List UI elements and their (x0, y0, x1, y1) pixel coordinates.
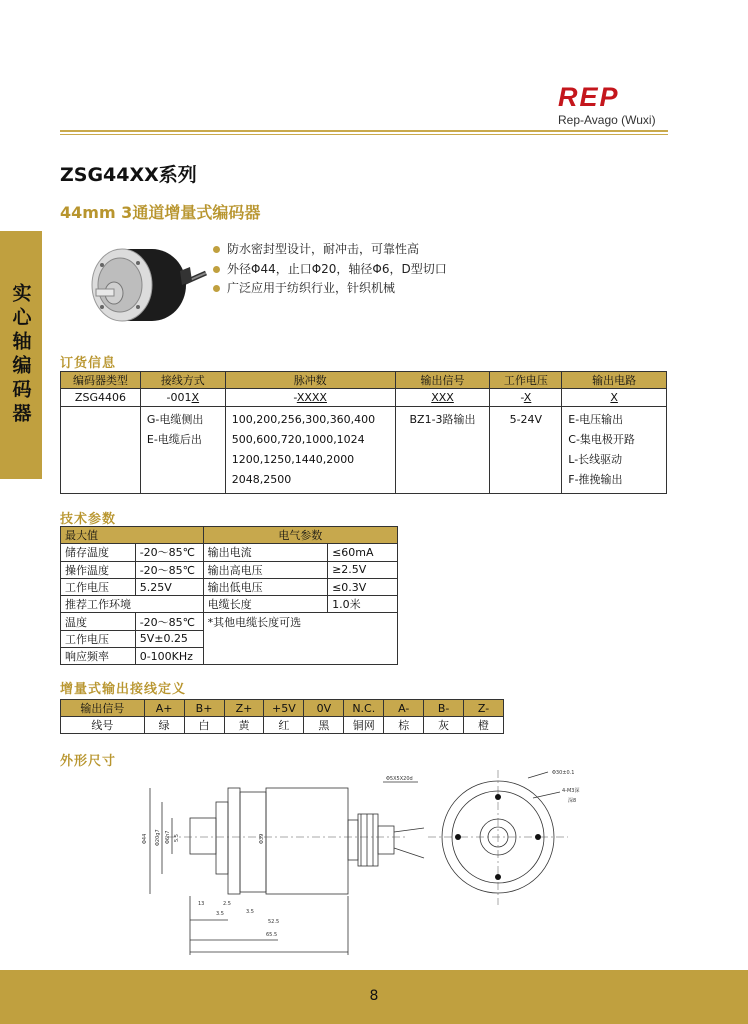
dim-label-phi39: Φ39 (259, 833, 265, 844)
order-header-cell: 脉冲数 (225, 372, 395, 389)
header-rule-top (60, 130, 668, 132)
series-title: ZSG44XX系列 (60, 164, 197, 186)
order-code-cell: -XXXX (225, 389, 395, 407)
wiring-table (60, 699, 504, 734)
dim-label-m3: 4-M3深 (562, 788, 580, 794)
series-subtitle: 44mm 3通道增量式编码器 (60, 203, 261, 222)
order-code-cell: -X (490, 389, 562, 407)
page-number: 8 (369, 988, 379, 1004)
order-empty-cell (61, 407, 141, 494)
category-label: 实心轴编码器 (9, 283, 32, 427)
order-header-cell: 接线方式 (140, 372, 225, 389)
dim-label-phi30: Φ30±0.1 (552, 770, 575, 776)
brand-mark: REP (558, 82, 620, 112)
env-header: 推荐工作环境 (61, 596, 204, 613)
order-voltage-cell: 5-24V (490, 407, 562, 494)
tech-params-title: 技术参数 (60, 512, 117, 527)
feature-item: 外径Φ44，止口Φ20，轴径Φ6，D型切口 (213, 260, 447, 280)
wiring-color-row: 线号 绿 白 黄 红 黑 铜网 棕 灰 橙 (61, 717, 504, 734)
tech-header-row (61, 527, 398, 544)
order-circuit-cell: E-电压输出 C-集电极开路 L-长线驱动 F-推挽输出 (562, 407, 667, 494)
dim-label-3-5a: 3.5 (216, 911, 224, 917)
feature-item: 广泛应用于纺织行业，针织机械 (213, 279, 447, 299)
encoder-product-image (80, 235, 210, 330)
dim-label-2-5: 2.5 (223, 901, 231, 907)
order-code-row (61, 389, 667, 407)
order-code-cell: X (562, 389, 667, 407)
order-header-cell: 输出信号 (395, 372, 490, 389)
tech-row: 操作温度 -20～85℃ 输出高电压 ≥2.5V (61, 561, 398, 578)
dim-label-5-5: 5.5 (174, 834, 180, 842)
order-header-row (61, 372, 667, 389)
order-wiring-cell: G-电缆侧出 E-电缆后出 (140, 407, 225, 494)
tech-row: 温度 -20～85℃ *其他电缆长度可选 (61, 613, 398, 630)
order-header-cell: 编码器类型 (61, 372, 141, 389)
dim-label-3-5b: 3.5 (246, 909, 254, 915)
order-code-cell: XXX (395, 389, 490, 407)
dim-label-phi44: Φ44 (142, 833, 148, 844)
cable-note: *其他电缆长度可选 (203, 613, 397, 665)
order-pulses-cell: 100,200,256,300,360,400 500,600,720,1000,1024 1200,1250,1440,2000 2048,2500 (225, 407, 395, 494)
tech-row: 工作电压 5V±0.25 (61, 630, 398, 647)
tech-row: 推荐工作环境 电缆长度 1.0米 (61, 596, 398, 613)
dim-label-cable: Φ5X5X20d (386, 776, 413, 782)
tech-row: 响应频率 0-100KHz (61, 648, 398, 665)
dimension-drawing (128, 770, 600, 970)
tech-row: 工作电压 5.25V 输出低电压 ≤0.3V (61, 578, 398, 595)
tech-max-header: 最大值 (61, 527, 204, 544)
feature-item: 防水密封型设计，耐冲击，可靠性高 (213, 240, 447, 260)
brand-logo (558, 84, 668, 127)
dim-label-phi20: Φ20g7 (155, 829, 161, 846)
tech-elec-header: 电气参数 (203, 527, 397, 544)
order-header-cell: 工作电压 (490, 372, 562, 389)
order-info-title: 订货信息 (60, 356, 117, 371)
order-signal-cell: BZ1-3路输出 (395, 407, 490, 494)
dim-label-phi6: Φ6h7 (165, 830, 171, 844)
dim-label-52-5: 52.5 (268, 919, 280, 925)
feature-list (213, 240, 447, 299)
company-name: Rep-Avago (Wuxi) (558, 113, 656, 127)
tech-params-table (60, 526, 398, 665)
dim-label-65-5: 65.5 (266, 932, 278, 938)
header-rule-bottom (60, 134, 668, 135)
dim-label-depth: 深8 (568, 798, 577, 804)
category-side-tab (0, 231, 42, 479)
order-code-cell: -001X (140, 389, 225, 407)
order-header-cell: 输出电路 (562, 372, 667, 389)
order-info-table (60, 371, 667, 494)
order-model-cell: ZSG4406 (61, 389, 141, 407)
dimensions-title: 外形尺寸 (60, 754, 117, 769)
order-detail-row (61, 407, 667, 494)
wiring-signal-row: 输出信号 A+ B+ Z+ +5V 0V N.C. A- B- Z- (61, 700, 504, 717)
wiring-title: 增量式输出接线定义 (60, 682, 187, 697)
tech-row: 储存温度 -20～85℃ 输出电流 ≤60mA (61, 544, 398, 561)
dim-label-13: 13 (198, 901, 205, 907)
